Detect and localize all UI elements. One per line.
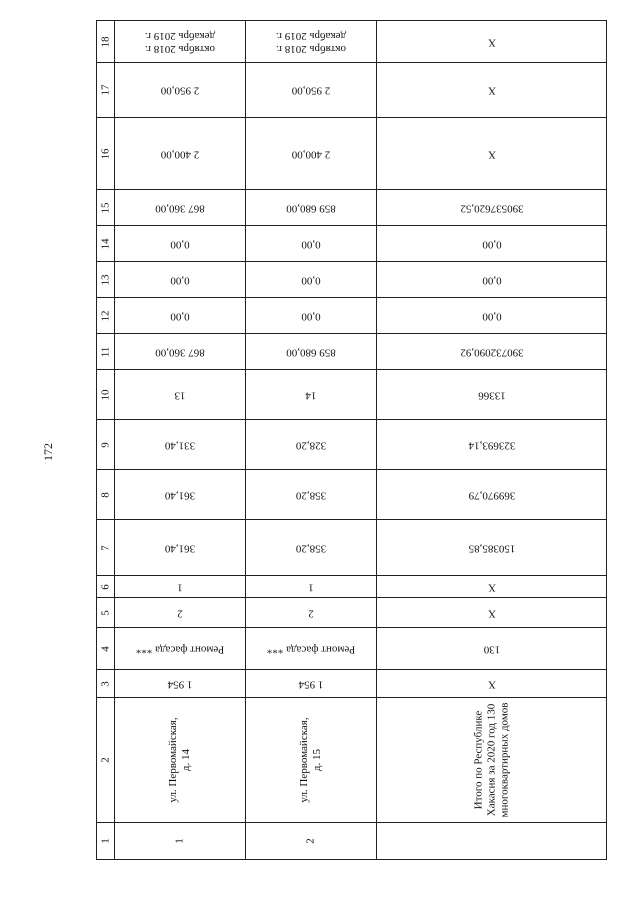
table-cell-total — [377, 334, 607, 370]
cell-value: 0,00 — [481, 274, 502, 286]
cell-value: Х — [487, 607, 496, 619]
table-cell-row-2 — [246, 63, 377, 118]
cell-value: 2 400,00 — [160, 148, 200, 160]
cell-value: 2 400,00 — [291, 148, 331, 160]
cell-value: 859 680,00 — [286, 202, 336, 214]
column-row-9 — [97, 420, 607, 470]
cell-value: ул. Первомайская, д. 14 — [167, 717, 192, 803]
table-cell-row-2 — [246, 118, 377, 190]
table-cell-row-2 — [246, 298, 377, 334]
table-cell-total — [377, 576, 607, 598]
table-cell-total — [377, 190, 607, 226]
column-number — [97, 598, 115, 628]
table-cell-row-1 — [115, 262, 246, 298]
table-cell-row-1 — [115, 226, 246, 262]
column-row-13 — [97, 262, 607, 298]
table-cell-row-1 — [115, 576, 246, 598]
table-cell-row-1 — [115, 334, 246, 370]
table-cell-row-2 — [246, 420, 377, 470]
table-cell-total — [377, 823, 607, 860]
column-row-1 — [97, 823, 607, 860]
cell-value: 390537620,52 — [459, 202, 524, 214]
cell-value: Х — [487, 678, 496, 690]
table-cell-row-2 — [246, 598, 377, 628]
column-row-18 — [97, 21, 607, 63]
table-cell-total — [377, 670, 607, 698]
table-cell-total — [377, 21, 607, 63]
table-cell-row-1 — [115, 63, 246, 118]
column-number-label: 4 — [99, 645, 111, 652]
column-number — [97, 370, 115, 420]
cell-value: 390732090,92 — [459, 346, 524, 358]
table-cell-row-2 — [246, 470, 377, 520]
column-number-label: 2 — [99, 757, 111, 763]
cell-value: 2 950,00 — [291, 84, 331, 97]
cell-value: Итого по Республике Хакасия за 2020 год 130 многоквартирных домов — [472, 702, 510, 818]
table-cell-row-1 — [115, 190, 246, 226]
cell-value: Х — [487, 36, 496, 48]
table-cell-row-2 — [246, 670, 377, 698]
cell-value: 0,00 — [481, 238, 502, 250]
table-cell-total — [377, 262, 607, 298]
column-number-label: 9 — [99, 441, 111, 448]
column-row-11 — [97, 334, 607, 370]
column-number-label: 1 — [99, 838, 111, 844]
column-row-5 — [97, 598, 607, 628]
cell-value: 0,00 — [301, 310, 321, 322]
cell-value: Х — [487, 148, 496, 160]
column-row-17 — [97, 63, 607, 118]
column-number-label: 12 — [99, 310, 111, 321]
table-cell-total — [377, 118, 607, 190]
column-row-7 — [97, 520, 607, 576]
table-cell-total — [377, 598, 607, 628]
table-cell-row-2 — [246, 520, 377, 576]
data-table — [96, 20, 607, 860]
column-row-10 — [97, 370, 607, 420]
column-number-label: 7 — [99, 544, 111, 551]
cell-value: 2 — [304, 838, 317, 844]
column-number-label: 14 — [99, 238, 111, 249]
cell-value: 2 — [308, 607, 314, 619]
cell-value: Ремонт фасада *** — [266, 643, 356, 655]
cell-value: 0,00 — [170, 238, 190, 250]
cell-value: 14 — [305, 389, 317, 401]
table-cell-total — [377, 470, 607, 520]
table-cell-total — [377, 420, 607, 470]
column-number — [97, 420, 115, 470]
column-number-label: 11 — [99, 346, 111, 357]
column-number — [97, 190, 115, 226]
cell-value: 358,20 — [295, 489, 327, 501]
table-cell-total — [377, 298, 607, 334]
table-cell-row-1 — [115, 298, 246, 334]
column-row-12 — [97, 298, 607, 334]
cell-value: 361,40 — [164, 489, 196, 501]
table-cell-total — [377, 226, 607, 262]
cell-value: ул. Первомайская, д. 15 — [298, 717, 323, 803]
table-cell-row-1 — [115, 598, 246, 628]
cell-value: 358,20 — [295, 542, 327, 554]
table-cell-row-2 — [246, 21, 377, 63]
cell-value: 130 — [483, 643, 500, 655]
cell-value: 1 954 — [167, 678, 193, 690]
column-number — [97, 118, 115, 190]
column-row-4 — [97, 628, 607, 670]
cell-value: 1 954 — [298, 678, 324, 690]
column-number-label: 18 — [99, 36, 111, 47]
column-number-label: 6 — [99, 583, 111, 590]
cell-value: 150385,85 — [468, 542, 515, 554]
cell-value: 867 360,00 — [155, 346, 205, 358]
table-cell-row-1 — [115, 670, 246, 698]
column-number — [97, 470, 115, 520]
cell-value: 13 — [174, 389, 186, 401]
cell-value: октябрь 2018 г. декабрь 2019 г. — [275, 29, 347, 55]
table-cell-row-1 — [115, 21, 246, 63]
column-number-label: 16 — [99, 148, 111, 159]
column-number-label: 17 — [99, 84, 111, 96]
column-number — [97, 628, 115, 670]
cell-value: 1 — [173, 838, 186, 844]
column-row-14 — [97, 226, 607, 262]
cell-value: 323693,14 — [468, 439, 515, 451]
column-number-label: 5 — [99, 609, 111, 616]
cell-value: 1 — [308, 581, 314, 593]
cell-value: 867 360,00 — [155, 202, 205, 214]
cell-value: 0,00 — [170, 310, 190, 322]
table-cell-row-1 — [115, 823, 246, 860]
cell-value: 2 950,00 — [160, 84, 200, 97]
cell-value: Х — [487, 581, 496, 593]
column-row-16 — [97, 118, 607, 190]
column-number — [97, 823, 115, 860]
table-cell-row-1 — [115, 370, 246, 420]
table-cell-total — [377, 520, 607, 576]
column-row-15 — [97, 190, 607, 226]
table-cell-total — [377, 63, 607, 118]
column-number — [97, 698, 115, 823]
table-cell-row-2 — [246, 576, 377, 598]
cell-value: 0,00 — [170, 274, 190, 286]
column-number — [97, 334, 115, 370]
column-row-6 — [97, 576, 607, 598]
column-row-3 — [97, 670, 607, 698]
column-number-label: 15 — [99, 202, 111, 213]
table-cell-row-1 — [115, 420, 246, 470]
table-cell-row-1 — [115, 118, 246, 190]
cell-value: 0,00 — [301, 274, 321, 286]
cell-value: 369970,79 — [468, 489, 515, 501]
table-cell-row-2 — [246, 226, 377, 262]
cell-value: 2 — [177, 607, 183, 619]
cell-value: 0,00 — [481, 310, 502, 322]
table-cell-row-1 — [115, 520, 246, 576]
table-cell-row-2 — [246, 334, 377, 370]
table-cell-row-2 — [246, 823, 377, 860]
column-number — [97, 226, 115, 262]
cell-value: 328,20 — [295, 439, 327, 451]
table-cell-total — [377, 698, 607, 823]
column-number-label: 10 — [99, 389, 111, 400]
table-cell-row-2 — [246, 262, 377, 298]
table-cell-row-2 — [246, 190, 377, 226]
table-cell-total — [377, 628, 607, 670]
cell-value: 331,40 — [164, 439, 196, 451]
table-cell-row-2 — [246, 628, 377, 670]
column-number — [97, 21, 115, 63]
column-number — [97, 63, 115, 118]
column-number — [97, 262, 115, 298]
page-number: 172 — [41, 443, 55, 461]
cell-value: 361,40 — [164, 542, 196, 554]
column-row-2 — [97, 698, 607, 823]
column-row-8 — [97, 470, 607, 520]
column-number — [97, 576, 115, 598]
cell-value: октябрь 2018 г. декабрь 2019 г. — [144, 29, 216, 55]
column-number-label: 13 — [99, 274, 111, 285]
column-number-label: 3 — [99, 680, 111, 687]
table-cell-row-1 — [115, 470, 246, 520]
cell-value: Ремонт фасада *** — [135, 643, 225, 655]
column-number — [97, 298, 115, 334]
column-number — [97, 670, 115, 698]
table-cell-row-2 — [246, 698, 377, 823]
table-cell-row-2 — [246, 370, 377, 420]
cell-value: 13366 — [477, 389, 506, 401]
column-number — [97, 520, 115, 576]
table-cell-total — [377, 370, 607, 420]
column-number-label: 8 — [99, 491, 111, 498]
table-cell-row-1 — [115, 628, 246, 670]
cell-value: 0,00 — [301, 238, 321, 250]
cell-value: Х — [487, 84, 496, 97]
cell-value: 859 680,00 — [286, 346, 336, 358]
cell-value: 1 — [177, 581, 183, 593]
table-cell-row-1 — [115, 698, 246, 823]
